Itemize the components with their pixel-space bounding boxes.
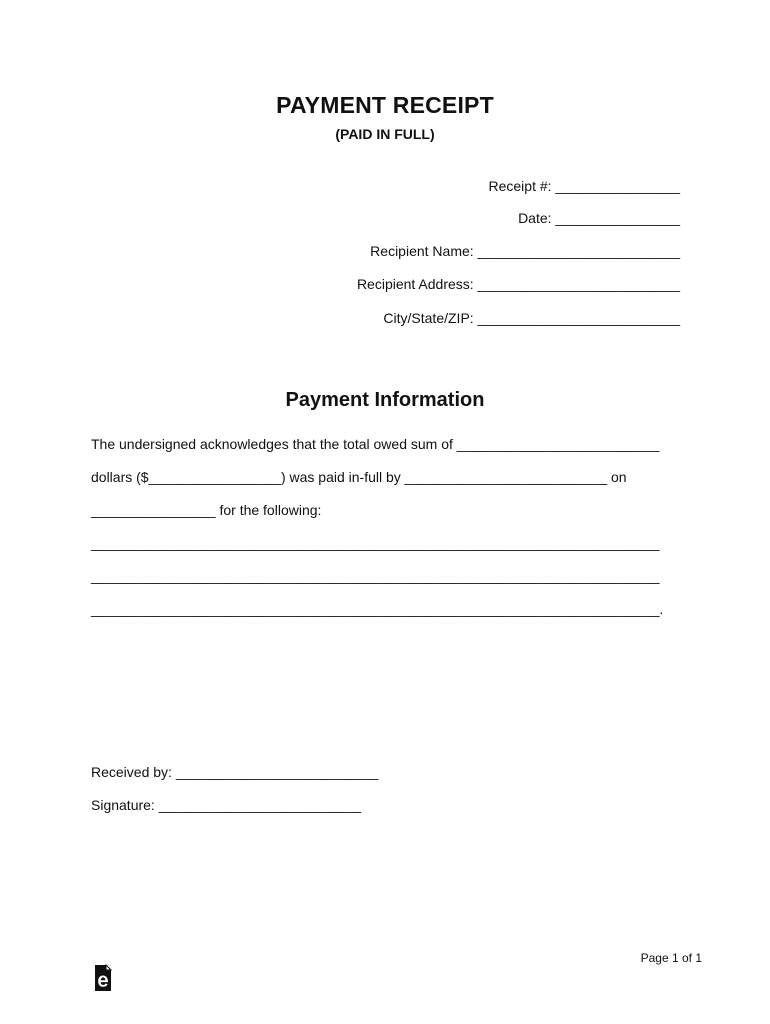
- document-title: PAYMENT RECEIPT: [276, 92, 494, 118]
- payment-information-heading: Payment Information: [285, 389, 485, 411]
- eforms-logo-icon: [93, 964, 113, 992]
- received-by-field[interactable]: Received by: __________________________: [91, 764, 379, 780]
- payment-description-line[interactable]: _________________________________________________________________________.: [91, 601, 664, 617]
- payment-line-date-for[interactable]: ________________ for the following:: [91, 502, 322, 518]
- document-subtitle: (PAID IN FULL): [335, 126, 435, 142]
- recipient-address-field[interactable]: Recipient Address: __________________________: [356, 276, 680, 292]
- page-number: Page 1 of 1: [640, 951, 702, 965]
- signature-field[interactable]: Signature: __________________________: [91, 797, 362, 813]
- receipt-number-field[interactable]: Receipt #: ________________: [488, 178, 680, 194]
- payment-line-total-owed[interactable]: The undersigned acknowledges that the total owed sum of __________________________: [91, 436, 660, 452]
- recipient-name-field[interactable]: Recipient Name: __________________________: [370, 243, 680, 259]
- payment-description-line[interactable]: _________________________________________________________________________: [91, 535, 660, 551]
- payment-description-line[interactable]: _________________________________________________________________________: [91, 568, 660, 584]
- payment-line-dollars-paid-by[interactable]: dollars ($_________________) was paid in-full by __________________________ on: [91, 469, 627, 485]
- date-field[interactable]: Date: ________________: [518, 210, 680, 226]
- city-state-zip-field[interactable]: City/State/ZIP: __________________________: [383, 310, 680, 326]
